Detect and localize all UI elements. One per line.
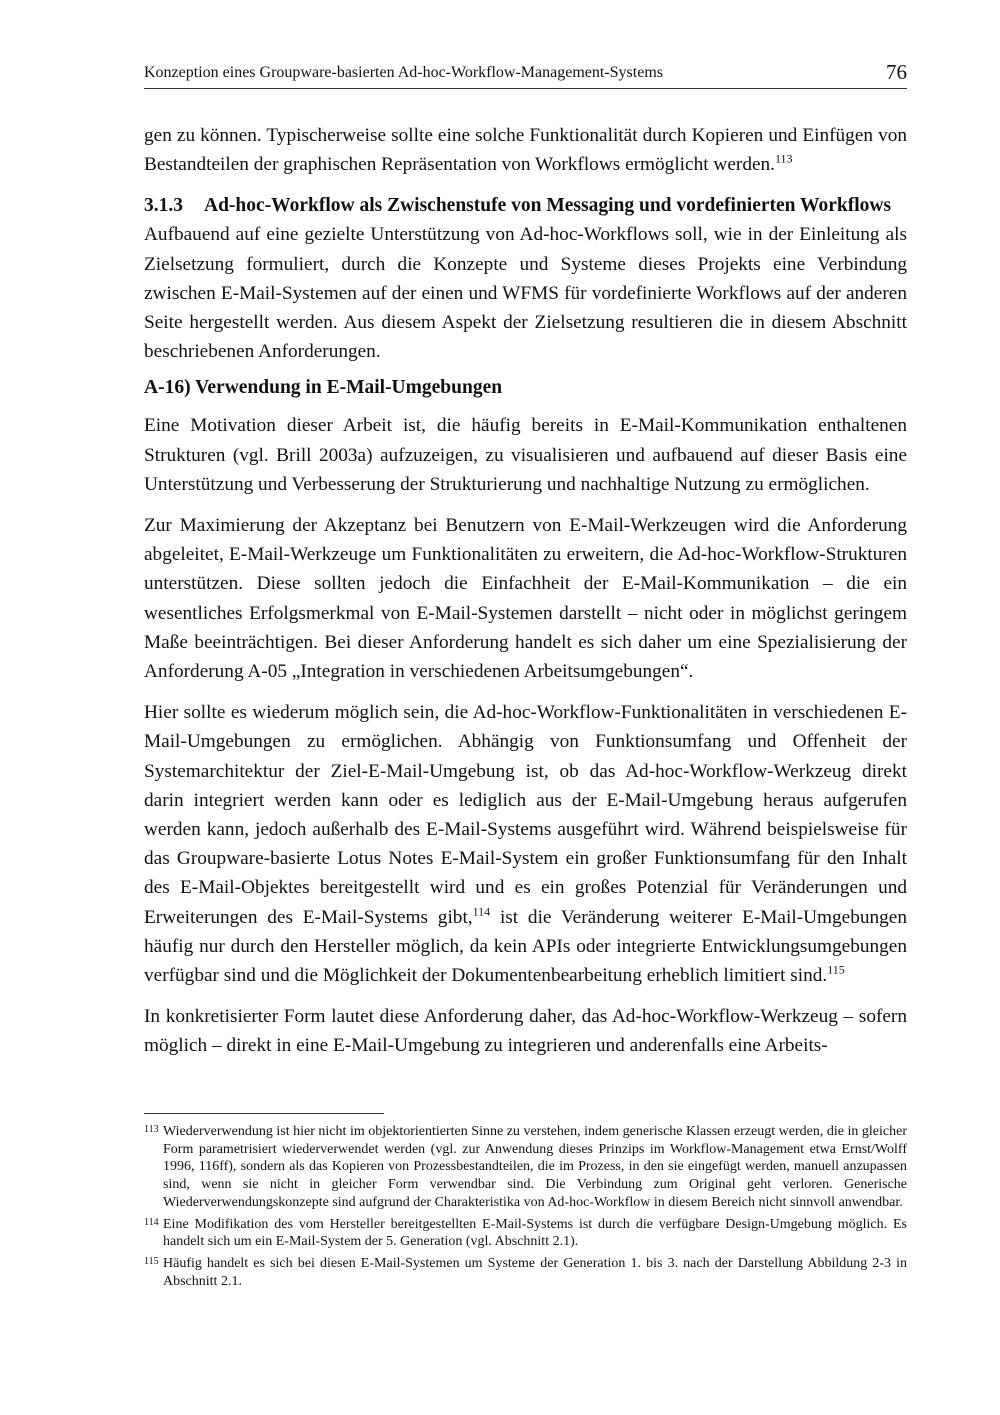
- requirement-heading: A-16) Verwendung in E-Mail-Umgebungen: [144, 377, 503, 399]
- section-title: Ad-hoc-Workflow als Zwischenstufe von Messaging und vordefinierten Workflows: [204, 195, 892, 217]
- running-header-title: Konzeption eines Groupware-basierten Ad-hoc-Workflow-Management-Systems: [144, 64, 663, 81]
- footnote-number: 114: [144, 1216, 159, 1228]
- footnote-text: Häufig handelt es sich bei diesen E-Mail-Systemen um Systeme der Generation 1. bis 3. nach der Darstellung Abbildung 2-3 in Abschnitt 2.1.: [163, 1255, 907, 1289]
- footnote: [144, 1216, 907, 1251]
- footnote-text: Wiederverwendung ist hier nicht im objektorientierten Sinne zu verstehen, indem generische Klassen erzeugt werden, die in gleicher Form parametrisiert wiederverwendet werden (vgl. zur Anwendung dieses Prinzips im Workflow-Management etwa Ernst/Wolff 1996, 116ff), sondern als das Kopieren von Prozessbestandteilen, die im Prozess, in den sie eingefügt werden, manuell anzupassen sind, wenn sie nicht in gleicher Form verwendbar sind. Die Verbindung zum Original geht verloren. Generische Wiederverwendungskonzepte sind aufgrund der Charakteristika von Ad-hoc-Workflow in diesem Bereich nicht sinnvoll anwendbar.: [163, 1124, 907, 1210]
- section-number: 3.1.3: [144, 195, 183, 217]
- footnote-ref-113[interactable]: 113: [774, 151, 793, 166]
- requirement-paragraph-1: Eine Motivation dieser Arbeit ist, die häufig bereits in E-Mail-Kommunikation enthaltenen Strukturen (vgl. Brill 2003a) aufzuzeigen, zu visualisieren und aufbauend auf dieser Basis eine Unterstützung und Verbesserung der Strukturierung und nachhaltige Nutzung zu ermöglichen.: [144, 415, 907, 495]
- footnote: [144, 1255, 907, 1290]
- footnote-ref-115[interactable]: 115: [827, 962, 845, 977]
- requirement-paragraph-3-part2: ist die Veränderung weiterer E-Mail-Umgebungen häufig nur durch den Hersteller möglich, da kein APIs oder integrierte Entwicklungsumgebungen verfügbar sind und die Möglichkeit der Dokumentenbearbeitung erheblich limitiert sind.: [144, 906, 907, 987]
- requirement-paragraph-4: In konkretisierter Form lautet diese Anforderung daher, das Ad-hoc-Workflow-Werkzeug – sofern möglich – direkt in eine E-Mail-Umgebung zu integrieren und anderenfalls eine Arbeits-: [144, 1006, 907, 1057]
- intro-paragraph: [144, 121, 907, 179]
- intro-paragraph-text: gen zu können. Typischerweise sollte eine solche Funktionalität durch Kopieren und Einfügen von Bestandteilen der graphischen Repräsentation von Workflows ermöglicht werden.: [144, 125, 907, 176]
- footnote: [144, 1123, 907, 1212]
- footnote-divider: [144, 1113, 384, 1114]
- footnote-number: 115: [144, 1255, 159, 1267]
- section-paragraph: Aufbauend auf eine gezielte Unterstützung von Ad-hoc-Workflows soll, wie in der Einleitung als Zielsetzung formuliert, durch die Konzepte und Systeme dieses Projekts eine Verbindung zwischen E-Mail-Systemen auf der einen und WFMS für vordefinierte Workflows auf der anderen Seite hergestellt werden. Aus diesem Aspekt der Zielsetzung resultieren die in diesem Abschnitt beschriebenen Anforderungen.: [144, 224, 907, 363]
- requirement-paragraph-2: Zur Maximierung der Akzeptanz bei Benutzern von E-Mail-Werkzeugen wird die Anforderung abgeleitet, E-Mail-Werkzeuge um Funktionalitäten zu erweitern, die Ad-hoc-Workflow-Strukturen unterstützen. Diese sollten jedoch die Einfachheit der E-Mail-Kommunikation – die ein wesentliches Erfolgsmerkmal von E-Mail-Systemen darstellt – nicht oder in möglichst geringem Maße beeinträchtigen. Bei dieser Anforderung handelt es sich daher um eine Spezialisierung der Anforderung A-05 „Integration in verschiedenen Arbeitsumgebungen“.: [144, 515, 907, 683]
- footnotes: [144, 1123, 907, 1294]
- running-header: [144, 60, 907, 89]
- page-number: 76: [886, 60, 907, 84]
- footnote-ref-114[interactable]: 114: [472, 904, 491, 919]
- requirement-paragraph-3-part1: Hier sollte es wiederum möglich sein, die Ad-hoc-Workflow-Funktionalitäten in verschiedenen E-Mail-Umgebungen zu ermöglichen. Abhängig von Funktionsumfang und Offenheit der Systemarchitektur der Ziel-E-Mail-Umgebung ist, ob das Ad-hoc-Workflow-Werkzeug direkt darin integriert werden kann oder es lediglich aus der E-Mail-Umgebung heraus aufgerufen werden kann, jedoch außerhalb des E-Mail-Systems ausgeführt wird. Während beispielsweise für das Groupware-basierte Lotus Notes E-Mail-System ein großer Funktionsumfang für den Inhalt des E-Mail-Objektes bereitgestellt wird und es ein großes Potenzial für Veränderungen und Erweiterungen des E-Mail-Systems gibt,: [144, 702, 907, 928]
- footnote-text: Eine Modifikation des vom Hersteller bereitgestellten E-Mail-Systems ist durch die verfügbare Design-Umgebung möglich. Es handelt sich um ein E-Mail-System der 5. Generation (vgl. Abschnitt 2.1).: [163, 1216, 907, 1250]
- requirement-paragraph-3: [144, 698, 907, 990]
- body-text: [144, 121, 907, 1061]
- section-heading: [144, 194, 907, 218]
- footnote-number: 113: [144, 1124, 159, 1135]
